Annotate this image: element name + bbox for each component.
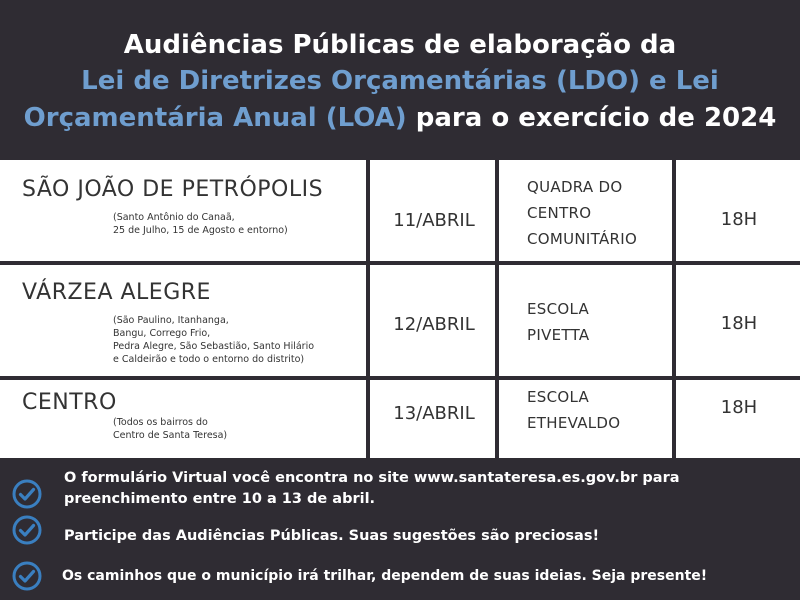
title-line-1: Audiências Públicas de elaboração da — [123, 30, 677, 60]
check-circle-icon — [12, 515, 42, 545]
place-name: SÃO JOÃO DE PETRÓPOLIS — [22, 177, 324, 202]
place-neighborhoods — [113, 314, 314, 366]
header — [0, 0, 800, 160]
neighborhood-line: Bangu, Corrego Frio, — [113, 328, 211, 339]
place-name: CENTRO — [22, 390, 117, 415]
event-venue — [527, 296, 589, 348]
neighborhood-line: (Santo Antônio do Canaã, — [113, 212, 235, 223]
info-line: O formulário Virtual você encontra no site www.santateresa.es.gov.br para — [64, 470, 680, 486]
event-venue — [527, 384, 620, 436]
info-text — [64, 468, 680, 510]
place-neighborhoods — [113, 416, 227, 442]
venue-line: PIVETTA — [527, 326, 590, 344]
venue-line: QUADRA DO — [527, 178, 623, 196]
neighborhood-line: 25 de Julho, 15 de Agosto e entorno) — [113, 225, 288, 236]
venue-line: ESCOLA — [527, 388, 590, 406]
table-row — [0, 380, 800, 458]
place-neighborhoods — [113, 211, 288, 237]
venue-line: CENTRO — [527, 204, 592, 222]
check-circle-icon — [12, 561, 42, 591]
event-time: 18H — [720, 313, 758, 334]
event-time: 18H — [720, 209, 758, 230]
table-row — [0, 160, 800, 261]
neighborhood-line: Centro de Santa Teresa) — [113, 430, 228, 441]
neighborhood-line: (Todos os bairros do — [113, 417, 208, 428]
title-line-3-blue: Orçamentária Anual (LOA) — [23, 103, 407, 133]
place-name: VÁRZEA ALEGRE — [22, 280, 211, 305]
info-line: preenchimento entre 10 a 13 de abril. — [64, 491, 376, 507]
neighborhood-line: e Caldeirão e todo o entorno do distrito) — [113, 354, 305, 365]
venue-line: ETHEVALDO — [527, 414, 621, 432]
check-circle-icon — [12, 479, 42, 509]
title-line-2: Lei de Diretrizes Orçamentárias (LDO) e Lei — [81, 66, 719, 96]
table-row — [0, 265, 800, 376]
event-date: 12/ABRIL — [393, 314, 475, 335]
title-line-3 — [0, 101, 800, 135]
venue-line: COMUNITÁRIO — [527, 230, 638, 248]
event-time: 18H — [720, 397, 758, 418]
title-line-3-white: para o exercício de 2024 — [406, 103, 777, 133]
event-date: 13/ABRIL — [393, 403, 475, 424]
info-text: Participe das Audiências Públicas. Suas sugestões são preciosas! — [64, 528, 600, 544]
neighborhood-line: (São Paulino, Itanhanga, — [113, 315, 229, 326]
event-date: 11/ABRIL — [393, 210, 475, 231]
footer — [0, 458, 800, 600]
schedule-table — [0, 160, 800, 458]
venue-line: ESCOLA — [527, 300, 590, 318]
info-text: Os caminhos que o município irá trilhar, dependem de suas ideias. Seja presente! — [62, 568, 708, 584]
event-venue — [527, 174, 637, 252]
neighborhood-line: Pedra Alegre, São Sebastião, Santo Hilário — [113, 341, 315, 352]
